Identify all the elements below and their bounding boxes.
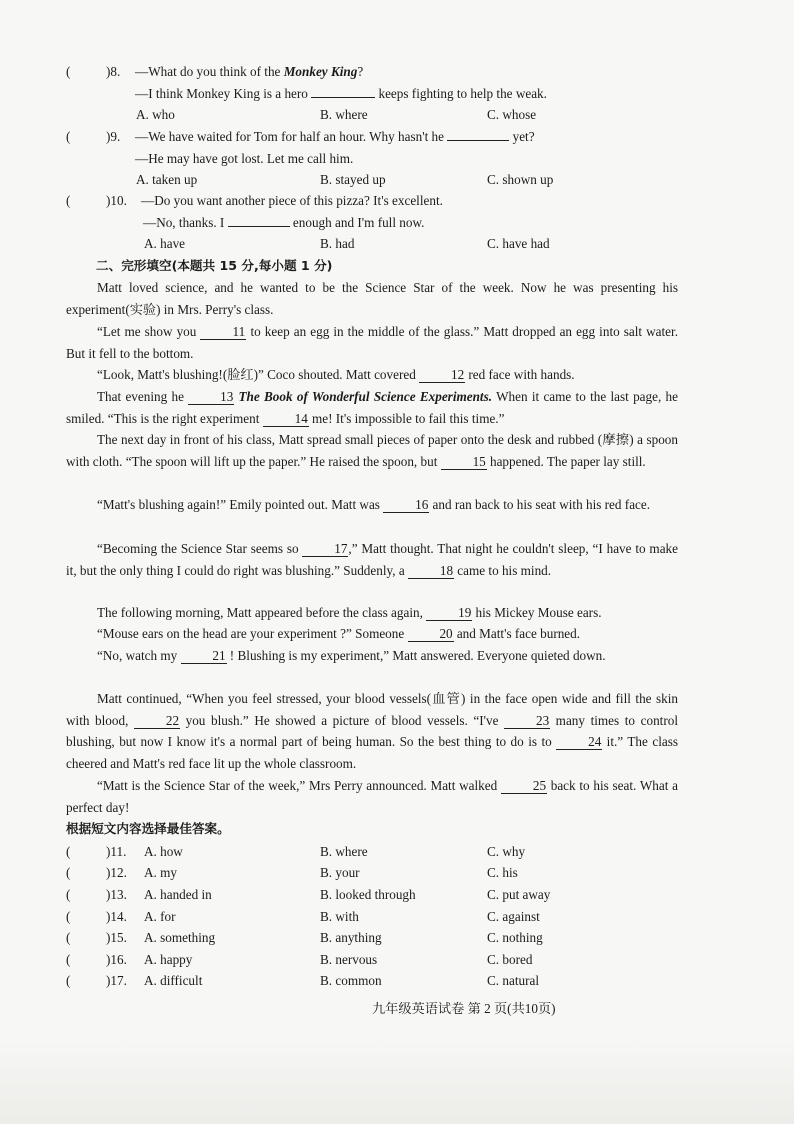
- passage-paragraph: The following morning, Matt appeared before the class again, 19 his Mickey Mouse ears.: [97, 605, 602, 620]
- passage-paragraph: “Mouse ears on the head are your experiment ?” Someone 20 and Matt's face burned.: [97, 626, 581, 641]
- blank-line[interactable]: [311, 97, 375, 98]
- question-number: )9.: [106, 129, 121, 144]
- question-number: )8.: [106, 64, 121, 79]
- passage-paragraph: “No, watch my 21 ! Blushing is my experiment,” Matt answered. Everyone quieted down.: [97, 648, 606, 663]
- question-number: )15.: [106, 930, 127, 945]
- option-a[interactable]: A. who: [136, 107, 175, 122]
- option-a[interactable]: A. have: [144, 236, 186, 251]
- page-footer: 九年级英语试卷 第 2 页(共10页): [372, 1001, 556, 1016]
- option-a[interactable]: A. difficult: [144, 973, 203, 988]
- option-b[interactable]: B. where: [320, 107, 368, 122]
- section-heading: 二、完形填空(本题共 15 分,每小题 1 分): [96, 258, 333, 273]
- question-number: )17.: [106, 973, 127, 988]
- option-a[interactable]: A. how: [144, 844, 183, 859]
- passage-paragraph: Matt continued, “When you feel stressed, your blood vessels(血管) in the face open wide and fill the skin with blood, 22 you blush.” He showed a picture of blood vessels. “I've 23 many times to control blushing, but now I know it's a normal part of being human. So the best thing to do is to 24 it.” The class cheered and Matt's red face lit up the whole classroom.: [66, 691, 678, 771]
- cloze-blank[interactable]: 19: [426, 605, 472, 621]
- answer-paren[interactable]: (: [66, 930, 71, 945]
- cloze-blank[interactable]: 23: [504, 713, 550, 729]
- option-c[interactable]: C. whose: [487, 107, 537, 122]
- passage-paragraph: “Matt is the Science Star of the week,” Mrs Perry announced. Matt walked 25 back to his seat. What a perfect day!: [66, 778, 678, 815]
- blank-line[interactable]: [447, 140, 509, 141]
- question-prompt: —Do you want another piece of this pizza? It's excellent.: [141, 193, 443, 208]
- option-a[interactable]: A. handed in: [144, 887, 212, 902]
- cloze-blank[interactable]: 24: [556, 734, 602, 750]
- cloze-blank[interactable]: 20: [408, 626, 454, 642]
- question-number: )16.: [106, 952, 127, 967]
- option-c[interactable]: C. put away: [487, 887, 551, 902]
- option-c[interactable]: C. nothing: [487, 930, 543, 945]
- cloze-blank[interactable]: 17: [302, 541, 348, 557]
- cloze-blank[interactable]: 13: [188, 389, 234, 405]
- option-b[interactable]: B. nervous: [320, 952, 378, 967]
- question-number: )14.: [106, 909, 127, 924]
- option-c[interactable]: C. bored: [487, 952, 533, 967]
- passage-paragraph: “Becoming the Science Star seems so 17,” Matt thought. That night he couldn't sleep, “I have to make it, but the only thing I could do right was blushing.” Suddenly, a 18 came to his mind.: [66, 541, 678, 578]
- question-number: )13.: [106, 887, 127, 902]
- question-number: )11.: [106, 844, 127, 859]
- question-prompt: —What do you think of the Monkey King?: [135, 64, 364, 79]
- answer-paren[interactable]: (: [66, 193, 71, 208]
- cloze-blank[interactable]: 22: [134, 713, 180, 729]
- blank-line[interactable]: [228, 226, 290, 227]
- answer-paren[interactable]: (: [66, 844, 71, 859]
- cloze-blank[interactable]: 21: [181, 648, 227, 664]
- question-number: )12.: [106, 865, 127, 880]
- option-b[interactable]: B. your: [320, 865, 360, 880]
- passage-paragraph: That evening he 13 The Book of Wonderful Science Experiments. When it came to the last page, he smiled. “This is the right experiment 14 me! It's impossible to fail this time.”: [66, 389, 678, 426]
- question-prompt: —We have waited for Tom for half an hour. Why hasn't he yet?: [135, 129, 535, 144]
- option-b[interactable]: B. stayed up: [320, 172, 386, 187]
- cloze-blank[interactable]: 25: [501, 778, 547, 794]
- cloze-blank[interactable]: 18: [408, 563, 454, 579]
- question-number: )10.: [106, 193, 127, 208]
- option-b[interactable]: B. anything: [320, 930, 382, 945]
- option-b[interactable]: B. common: [320, 973, 382, 988]
- option-c[interactable]: C. his: [487, 865, 518, 880]
- answer-paren[interactable]: (: [66, 887, 71, 902]
- option-c[interactable]: C. against: [487, 909, 540, 924]
- cloze-blank[interactable]: 12: [419, 367, 465, 383]
- option-b[interactable]: B. had: [320, 236, 355, 251]
- cloze-blank[interactable]: 14: [263, 411, 309, 427]
- passage-paragraph: The next day in front of his class, Matt spread small pieces of paper onto the desk and rubbed (摩擦) a spoon with cloth. “The spoon will lift up the paper.” He raised the spoon, but 15 happened. The paper lay still.: [66, 432, 678, 469]
- option-c[interactable]: C. have had: [487, 236, 550, 251]
- option-a[interactable]: A. for: [144, 909, 176, 924]
- option-b[interactable]: B. with: [320, 909, 359, 924]
- passage-paragraph: “Look, Matt's blushing!(脸红)” Coco shouted. Matt covered 12 red face with hands.: [97, 367, 575, 382]
- option-a[interactable]: A. taken up: [136, 172, 198, 187]
- instruction-heading: 根据短文内容选择最佳答案。: [66, 821, 230, 836]
- option-a[interactable]: A. my: [144, 865, 177, 880]
- option-a[interactable]: A. something: [144, 930, 216, 945]
- question-answer-line: —I think Monkey King is a hero keeps fighting to help the weak.: [135, 86, 547, 101]
- question-answer-line: —He may have got lost. Let me call him.: [135, 151, 354, 166]
- question-answer-line: —No, thanks. I enough and I'm full now.: [143, 215, 425, 230]
- option-b[interactable]: B. where: [320, 844, 368, 859]
- answer-paren[interactable]: (: [66, 952, 71, 967]
- answer-paren[interactable]: (: [66, 973, 71, 988]
- passage-paragraph: “Matt's blushing again!” Emily pointed out. Matt was 16 and ran back to his seat with his red face.: [97, 497, 651, 512]
- answer-paren[interactable]: (: [66, 129, 71, 144]
- passage-paragraph: “Let me show you 11 to keep an egg in the middle of the glass.” Matt dropped an egg into salt water. But it fell to the bottom.: [66, 324, 678, 361]
- cloze-blank[interactable]: 16: [383, 497, 429, 513]
- option-c[interactable]: C. shown up: [487, 172, 554, 187]
- option-b[interactable]: B. looked through: [320, 887, 416, 902]
- cloze-blank[interactable]: 11: [200, 324, 246, 340]
- option-c[interactable]: C. why: [487, 844, 526, 859]
- scan-shadow: [0, 1040, 794, 1124]
- answer-paren[interactable]: (: [66, 64, 71, 79]
- answer-paren[interactable]: (: [66, 865, 71, 880]
- option-c[interactable]: C. natural: [487, 973, 540, 988]
- option-a[interactable]: A. happy: [144, 952, 193, 967]
- passage-paragraph: Matt loved science, and he wanted to be the Science Star of the week. Now he was presenting his experiment(实验) in Mrs. Perry's class.: [66, 280, 678, 317]
- answer-paren[interactable]: (: [66, 909, 71, 924]
- cloze-blank[interactable]: 15: [441, 454, 487, 470]
